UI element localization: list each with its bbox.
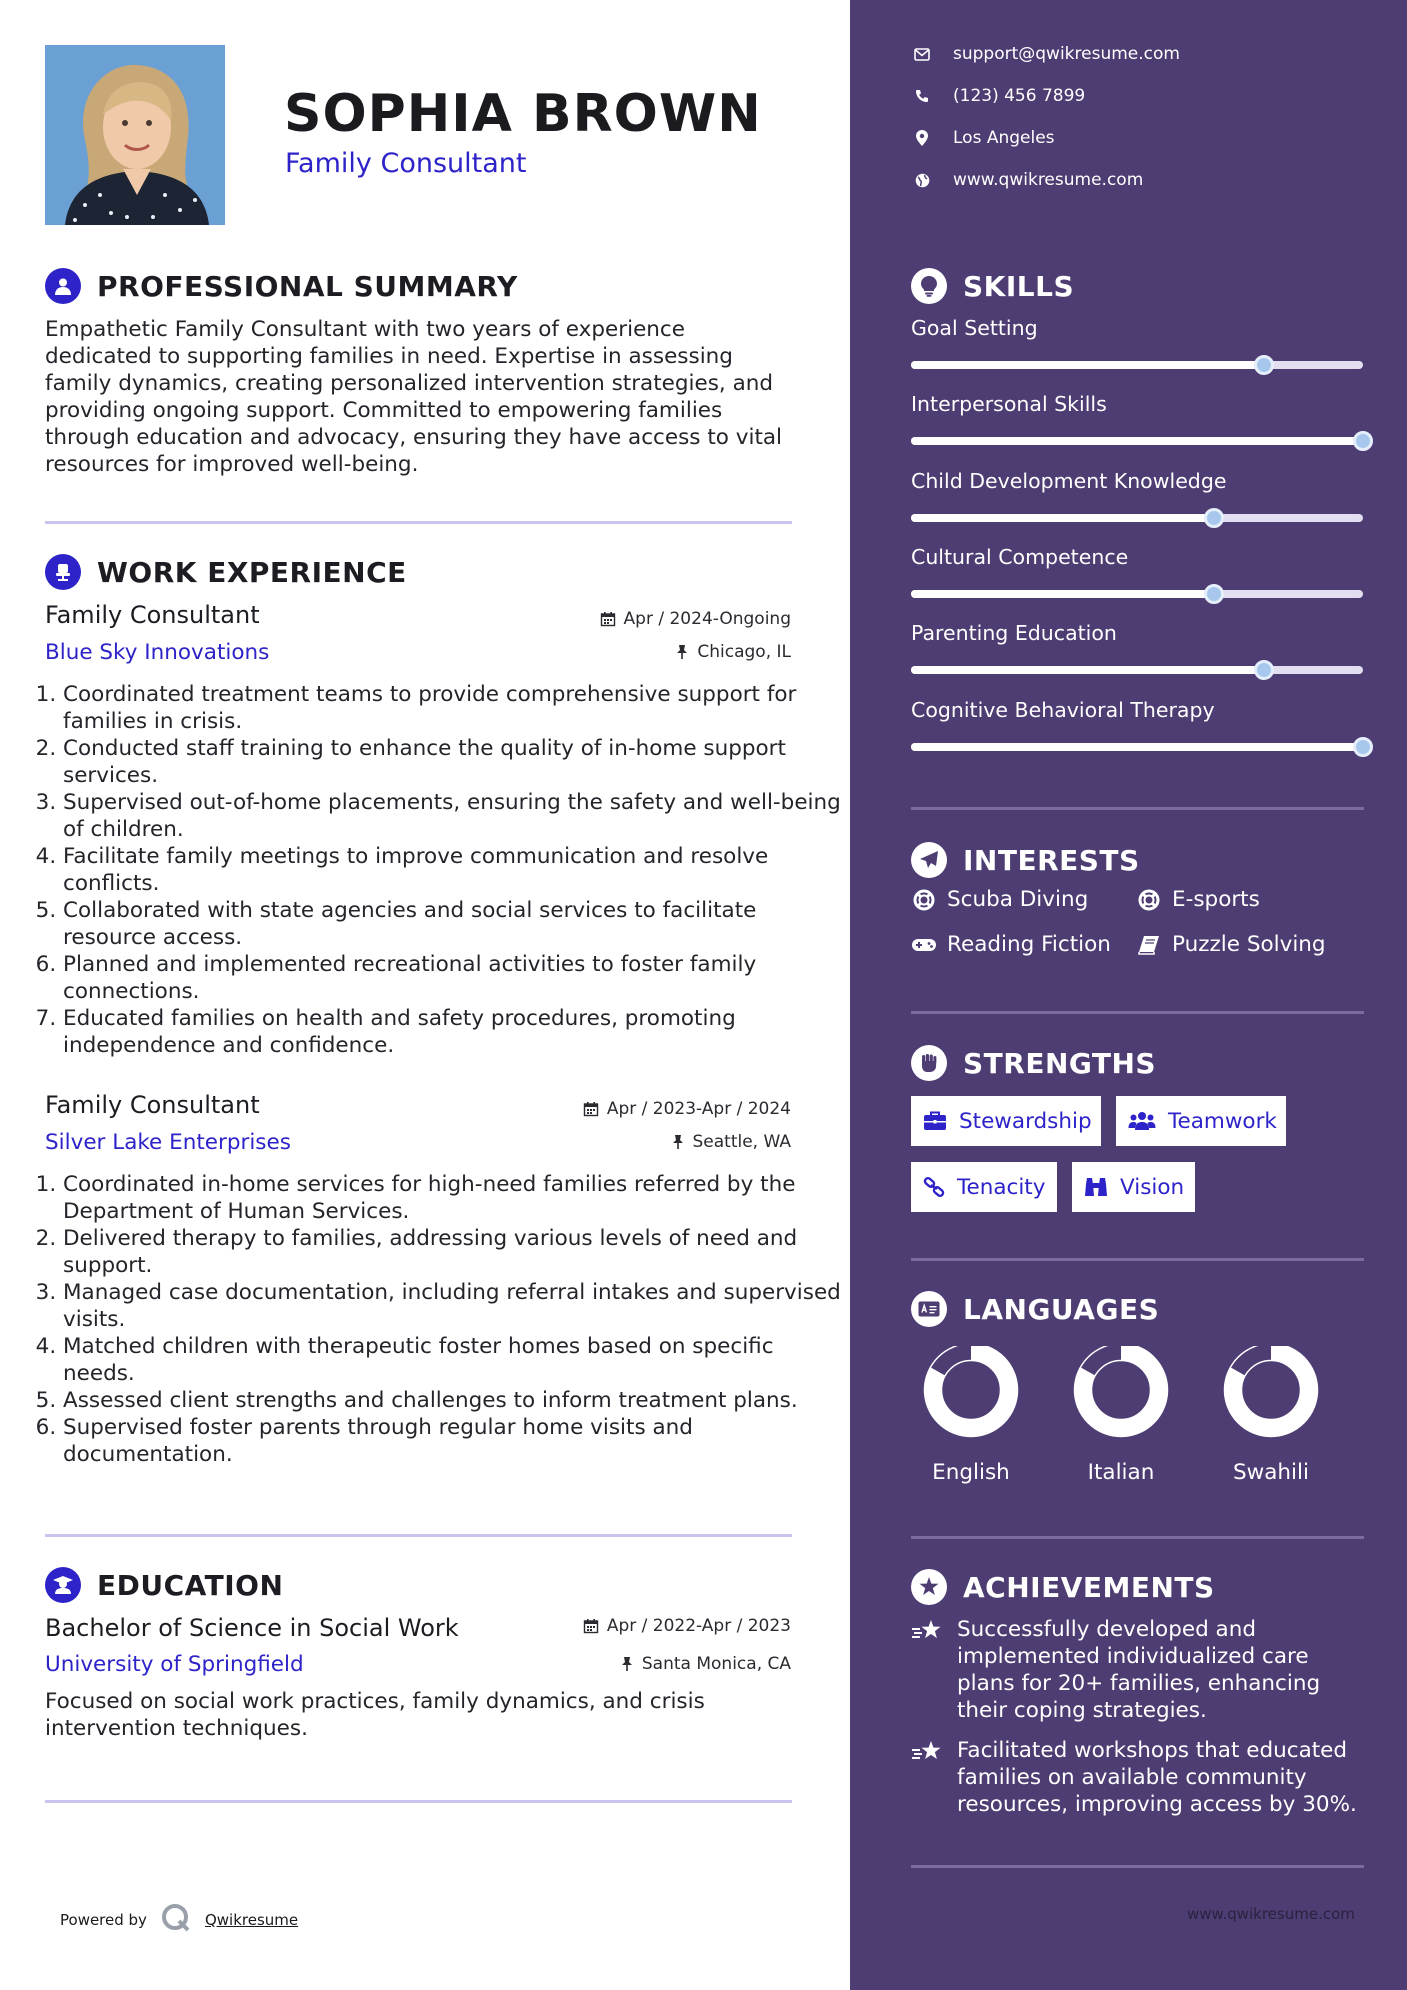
qwikresume-logo-icon: [161, 1903, 191, 1937]
language-ring: [1056, 1346, 1186, 1446]
strength-label: Tenacity: [957, 1174, 1046, 1200]
user-icon: [45, 268, 81, 304]
experience-title: WORK EXPERIENCE: [97, 555, 407, 589]
language-ring: [1206, 1346, 1336, 1446]
skill-label: Interpersonal Skills: [911, 392, 1107, 416]
skill-knob: [1254, 660, 1274, 680]
shooting-star-icon: [911, 1616, 945, 1724]
list-item: 4. Matched children with therapeutic foster homes based on specific needs.: [63, 1333, 843, 1387]
skill-fill: [911, 590, 1214, 598]
job-dates-text: Apr / 2024-Ongoing: [623, 609, 791, 629]
education-description: Focused on social work practices, family dynamics, and crisis intervention techniques.: [45, 1689, 705, 1741]
interest-label: Scuba Diving: [947, 887, 1089, 912]
contact-website[interactable]: [911, 170, 1143, 190]
calendar-icon: [600, 611, 616, 627]
pin-icon: [620, 1656, 634, 1672]
job-location-text: Seattle, WA: [692, 1132, 791, 1152]
language-label: Swahili: [1233, 1460, 1309, 1485]
chair-icon: [45, 554, 81, 590]
job-location: [675, 642, 791, 662]
job-bullets: [20, 681, 843, 1059]
language-label: English: [932, 1460, 1010, 1485]
calendar-icon: [583, 1618, 599, 1634]
achievement-text: Successfully developed and implemented individualized care plans for 20+ families, enhancing their coping strategies.: [957, 1617, 1321, 1723]
skill-bar: [911, 514, 1363, 522]
users-icon: [1128, 1111, 1156, 1131]
education-title: EDUCATION: [97, 1568, 284, 1602]
achievements-title: ACHIEVEMENTS: [963, 1570, 1215, 1604]
fist-icon: [911, 1045, 947, 1081]
job-dates: [600, 609, 791, 629]
skill-label: Parenting Education: [911, 621, 1117, 645]
strengths-title: STRENGTHS: [963, 1046, 1157, 1080]
education-location-text: Santa Monica, CA: [641, 1654, 791, 1674]
skill-bar: [911, 590, 1363, 598]
interest-label: Puzzle Solving: [1172, 932, 1326, 957]
language-item: [906, 1346, 1036, 1485]
interest-item: [911, 932, 1111, 957]
skill-fill: [911, 514, 1214, 522]
languages-heading: [911, 1291, 1159, 1327]
skill-bar: [911, 361, 1363, 369]
binoculars-icon: [1084, 1176, 1108, 1198]
skill-knob: [1353, 737, 1373, 757]
interest-item: [1136, 887, 1260, 912]
candidate-role: Family Consultant: [285, 148, 527, 179]
section-divider: [911, 1865, 1364, 1868]
gamepad-icon: [911, 937, 937, 953]
achievement-item: [911, 1616, 1371, 1724]
powered-by: [60, 1903, 298, 1937]
section-divider: [911, 1011, 1364, 1014]
job-title: Family Consultant: [45, 601, 260, 629]
phone-text: (123) 456 7899: [953, 86, 1086, 106]
pin-icon: [675, 644, 689, 660]
website-text: www.qwikresume.com: [953, 170, 1144, 190]
skill-bar: [911, 743, 1363, 751]
section-divider: [911, 1258, 1364, 1261]
life-ring-icon: [1136, 889, 1162, 911]
map-marker-icon: [911, 130, 933, 146]
star-badge-icon: [911, 1569, 947, 1605]
education-dates: [583, 1616, 791, 1636]
life-ring-icon: [911, 889, 937, 911]
link-icon: [923, 1176, 945, 1198]
education-dates-text: Apr / 2022-Apr / 2023: [606, 1616, 791, 1636]
job-company: Silver Lake Enterprises: [45, 1130, 291, 1155]
skill-knob: [1204, 508, 1224, 528]
phone-icon: [911, 89, 933, 103]
list-item: 6. Planned and implemented recreational activities to foster family connections.: [63, 951, 843, 1005]
brand-link[interactable]: Qwikresume: [204, 1911, 299, 1929]
section-divider: [911, 807, 1364, 810]
lightbulb-icon: [911, 268, 947, 304]
list-item: 6. Supervised foster parents through regular home visits and documentation.: [63, 1414, 843, 1468]
strength-label: Teamwork: [1168, 1108, 1277, 1134]
strength-label: Stewardship: [959, 1108, 1092, 1134]
skill-label: Goal Setting: [911, 316, 1038, 340]
achievements-heading: [911, 1569, 1215, 1605]
strength-chip: [911, 1162, 1057, 1212]
job-title: Family Consultant: [45, 1091, 260, 1119]
briefcase-icon: [923, 1111, 947, 1131]
school-name: University of Springfield: [45, 1652, 304, 1677]
skill-knob: [1353, 431, 1373, 451]
envelope-icon: [911, 48, 933, 61]
job-bullets: [20, 1171, 843, 1468]
profile-photo: [45, 45, 225, 225]
strengths-heading: [911, 1045, 1156, 1081]
interest-label: E-sports: [1172, 887, 1260, 912]
list-item: 3. Supervised out-of-home placements, ensuring the safety and well-being of children.: [63, 789, 843, 843]
job-company: Blue Sky Innovations: [45, 640, 270, 665]
list-item: 1. Coordinated treatment teams to provide comprehensive support for families in crisis.: [63, 681, 843, 735]
summary-title: PROFESSIONAL SUMMARY: [97, 269, 518, 303]
interest-item: [1136, 932, 1326, 957]
powered-by-label: Powered by: [60, 1911, 147, 1929]
education-heading: [45, 1567, 283, 1603]
interest-item: [911, 887, 1088, 912]
section-divider: [45, 521, 792, 524]
list-item: 5. Collaborated with state agencies and social services to facilitate resource access.: [63, 897, 843, 951]
achievement-text: Facilitated workshops that educated families on available community resources, improving access by 30%.: [957, 1738, 1357, 1817]
skill-fill: [911, 743, 1363, 751]
summary-heading: [45, 268, 518, 304]
location-text: Los Angeles: [953, 128, 1055, 148]
language-label: Italian: [1087, 1460, 1155, 1485]
skill-fill: [911, 666, 1264, 674]
job-dates: [583, 1099, 791, 1119]
book-icon: [1136, 935, 1162, 955]
contact-location: [911, 128, 1055, 148]
language-ring: [906, 1346, 1036, 1446]
portrait-image: [45, 45, 225, 225]
skill-label: Child Development Knowledge: [911, 469, 1227, 493]
education-location: [620, 1654, 791, 1674]
list-item: 3. Managed case documentation, including referral intakes and supervised visits.: [63, 1279, 843, 1333]
strength-label: Vision: [1120, 1174, 1185, 1200]
interests-title: INTERESTS: [963, 843, 1140, 877]
job-location: [671, 1132, 792, 1152]
skill-bar: [911, 666, 1363, 674]
skill-knob: [1254, 355, 1274, 375]
degree-title: Bachelor of Science in Social Work: [45, 1614, 459, 1642]
language-icon: [911, 1291, 947, 1327]
languages-title: LANGUAGES: [963, 1292, 1160, 1326]
footer-website[interactable]: www.qwikresume.com: [1187, 1905, 1355, 1923]
job-dates-text: Apr / 2023-Apr / 2024: [606, 1099, 791, 1119]
section-divider: [45, 1800, 792, 1803]
contact-phone[interactable]: [911, 86, 1085, 106]
skill-label: Cultural Competence: [911, 545, 1129, 569]
calendar-icon: [583, 1101, 599, 1117]
job-location-text: Chicago, IL: [697, 642, 791, 662]
achievement-item: [911, 1737, 1371, 1818]
summary-text: Empathetic Family Consultant with two years of experience dedicated to supporting families in need. Expertise in assessing family dynamics, creating personalized intervention strategies, and providing ongoing support. Committed to empowering families through education and advocacy, ensuring they have access to vital resources for improved well-being.: [45, 317, 783, 477]
skills-heading: [911, 268, 1074, 304]
skills-title: SKILLS: [963, 269, 1075, 303]
interests-heading: [911, 842, 1140, 878]
shooting-star-icon: [911, 1737, 945, 1818]
pin-icon: [671, 1134, 685, 1150]
candidate-name: SOPHIA BROWN: [284, 84, 762, 144]
skill-knob: [1204, 584, 1224, 604]
experience-heading: [45, 554, 407, 590]
skill-fill: [911, 361, 1264, 369]
language-item: [1206, 1346, 1336, 1485]
skill-label: Cognitive Behavioral Therapy: [911, 698, 1215, 722]
list-item: 7. Educated families on health and safety procedures, promoting independence and confidence.: [63, 1005, 843, 1059]
list-item: 2. Delivered therapy to families, addressing various levels of need and support.: [63, 1225, 843, 1279]
strength-chip: [1116, 1096, 1286, 1146]
graduation-cap-icon: [45, 1567, 81, 1603]
skill-fill: [911, 437, 1363, 445]
list-item: 4. Facilitate family meetings to improve communication and resolve conflicts.: [63, 843, 843, 897]
section-divider: [911, 1536, 1364, 1539]
language-item: [1056, 1346, 1186, 1485]
skill-bar: [911, 437, 1363, 445]
interest-label: Reading Fiction: [947, 932, 1111, 957]
contact-email[interactable]: [911, 44, 1180, 64]
paper-plane-icon: [911, 842, 947, 878]
strength-chip: [1072, 1162, 1195, 1212]
strength-chip: [911, 1096, 1101, 1146]
globe-icon: [911, 173, 933, 188]
section-divider: [45, 1534, 792, 1537]
email-text: support@qwikresume.com: [953, 44, 1180, 64]
list-item: 1. Coordinated in-home services for high-need families referred by the Department of Human Services.: [63, 1171, 843, 1225]
list-item: 2. Conducted staff training to enhance the quality of in-home support services.: [63, 735, 843, 789]
list-item: 5. Assessed client strengths and challenges to inform treatment plans.: [63, 1387, 843, 1414]
